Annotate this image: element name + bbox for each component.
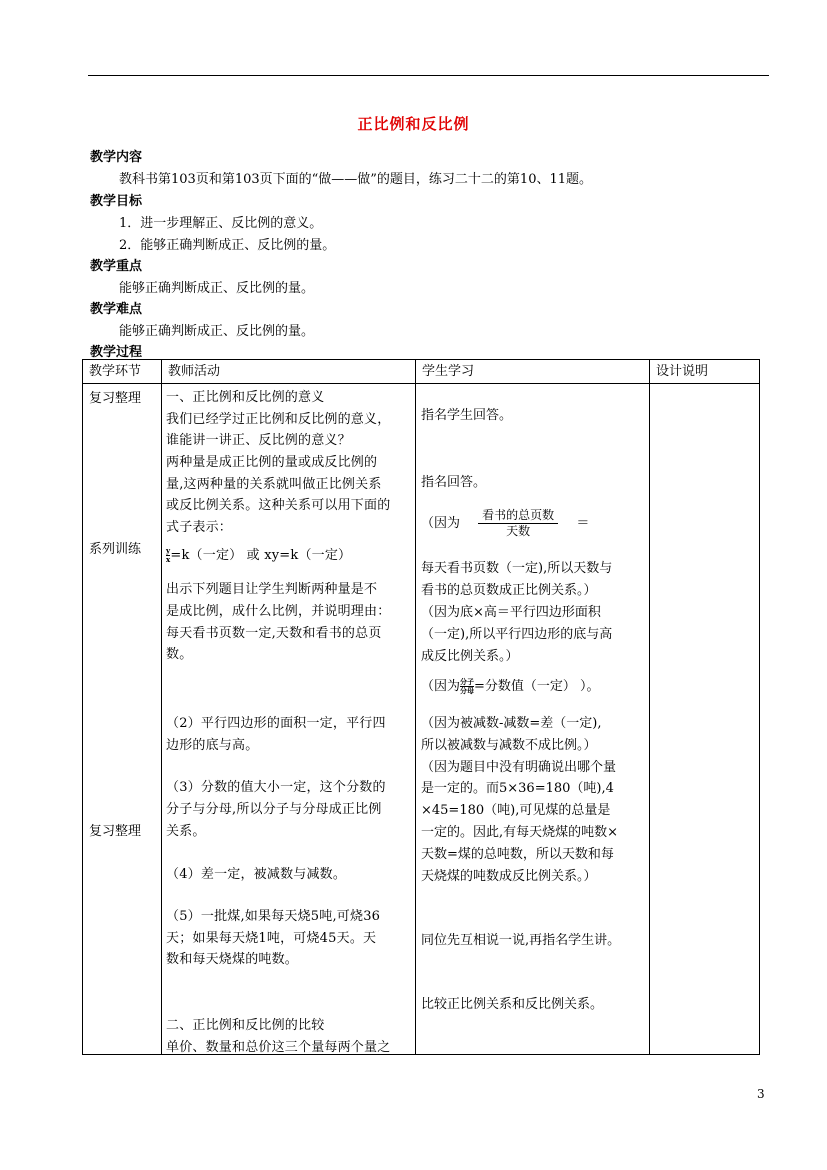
teacher-line: 两种量是成正比例的量或成反比例的: [166, 455, 378, 470]
table-header-row: [83, 360, 760, 384]
formula-rest: =k（一定） 或 xy=k（一定）: [170, 548, 352, 563]
teacher-line: （3）分数的值大小一定，这个分数的: [166, 780, 386, 795]
student-line: 成反比例关系。）: [421, 649, 519, 664]
student-fraction-suffix: ＝: [576, 516, 590, 531]
teacher-line: 天；如果每天烧1吨，可烧45天。天: [166, 931, 377, 946]
teacher-line: 或反比例关系。这种关系可以用下面的: [166, 498, 391, 513]
content-heading: 教学内容: [90, 150, 143, 165]
fraction-numerator: 看书的总页数: [478, 508, 558, 524]
teacher-line: 单价、数量和总价这三个量每两个量之: [166, 1040, 391, 1055]
student-line: ×45=180（吨),可见煤的总量是: [421, 803, 611, 818]
fraction-numerator: 分子: [460, 677, 475, 686]
teacher-line: 一、正比例和反比例的意义: [166, 390, 325, 405]
teacher-line: 分子与分母,所以分子与分母成正比例: [166, 802, 382, 817]
pages-over-days-fraction: [478, 508, 558, 539]
goal-1: 1．进一步理解正、反比例的意义。: [119, 216, 323, 231]
teacher-line: 是成比例，成什么比例，并说明理由：: [166, 604, 391, 619]
student-line: （因为底×高＝平行四边形面积: [421, 605, 601, 620]
student-fraction-line-2: [421, 675, 600, 695]
teacher-line: 式子表示：: [166, 520, 233, 535]
content-text: 教科书第103页和第103页下面的“做——做”的题目，练习二十二的第10、11题。: [119, 172, 593, 187]
table-body-row: [83, 384, 760, 1055]
header-teacher: 教师活动: [162, 360, 416, 384]
formula-numerator: y: [166, 546, 171, 555]
student-line: 看书的总页数成正比例关系。）: [421, 583, 597, 598]
teacher-line: 数和每天烧煤的吨数。: [166, 952, 299, 967]
numerator-over-denominator-fraction: [460, 678, 474, 695]
fraction-denominator: 天数: [506, 524, 531, 538]
student-line: （因为题目中没有明确说出哪个量: [421, 760, 617, 775]
process-table: [82, 359, 760, 1055]
student-line: 所以被减数与减数不成比例。）: [421, 738, 597, 753]
difficulty-text: 能够正确判断成正、反比例的量。: [119, 324, 315, 339]
header-student: 学生学习: [416, 360, 650, 384]
header-design: 设计说明: [650, 360, 760, 384]
fraction-denominator: 分母: [460, 686, 475, 695]
stage-label-2: 系列训练: [89, 542, 142, 557]
goal-2: 2．能够正确判断成正、反比例的量。: [119, 238, 336, 253]
teacher-line: 二、正比例和反比例的比较: [166, 1018, 325, 1033]
student-fraction-prefix: （因为: [421, 516, 461, 531]
teacher-line: 量,这两种量的关系就叫做正比例关系: [166, 477, 382, 492]
teacher-line: 边形的底与高。: [166, 738, 259, 753]
student-line: 是一定的。而5×36=180（吨),4: [421, 781, 614, 796]
difficulty-heading: 教学难点: [90, 302, 143, 317]
teacher-line: 每天看书页数一定,天数和看书的总页: [166, 626, 382, 641]
teacher-line: 谁能讲一讲正、反比例的意义？: [166, 433, 351, 448]
stage-label-1: 复习整理: [89, 391, 142, 406]
student-fraction-prefix: （因为: [421, 679, 461, 694]
student-fraction-line: [421, 508, 589, 539]
document-title: 正比例和反比例: [357, 115, 470, 133]
teacher-line: （5）一批煤,如果每天烧5吨,可烧36: [166, 909, 381, 924]
goals-heading: 教学目标: [90, 194, 143, 209]
student-line: （因为被减数-减数=差（一定),: [421, 716, 602, 731]
formula-line: [166, 544, 351, 564]
student-line: 比较正比例关系和反比例关系。: [421, 997, 604, 1012]
key-text: 能够正确判断成正、反比例的量。: [119, 281, 315, 296]
process-heading: 教学过程: [90, 345, 143, 360]
student-line: （一定),所以平行四边形的底与高: [421, 627, 613, 642]
teacher-line: 我们已经学过正比例和反比例的意义，: [166, 412, 391, 427]
student-learning-cell: [416, 384, 650, 1055]
student-line: 指名回答。: [421, 475, 487, 490]
teacher-line: 数。: [166, 647, 193, 662]
teacher-line: （2）平行四边形的面积一定，平行四: [166, 716, 386, 731]
student-line: 每天看书页数（一定),所以天数与: [421, 561, 613, 576]
design-notes-cell: [650, 384, 760, 1055]
teacher-line: （4）差一定，被减数与减数。: [166, 867, 347, 882]
student-line: 同位先互相说一说,再指名学生讲。: [421, 933, 621, 948]
formula-denominator: x: [166, 555, 171, 564]
teacher-line: 出示下列题目让学生判断两种量是不: [166, 582, 378, 597]
stage-label-3: 复习整理: [89, 824, 142, 839]
header-stage: 教学环节: [83, 360, 162, 384]
student-line: 天烧煤的吨数成反比例关系。）: [421, 869, 597, 884]
key-heading: 教学重点: [90, 259, 143, 274]
teacher-line: 关系。: [166, 824, 206, 839]
student-line: 天数=煤的总吨数，所以天数和每: [421, 847, 614, 862]
student-fraction-suffix: =分数值（一定） ）。: [474, 679, 600, 694]
stage-cell: [83, 384, 162, 1055]
student-line: 指名学生回答。: [421, 408, 513, 423]
teacher-activity-cell: [162, 384, 416, 1055]
student-line: 一定的。因此,有每天烧煤的吨数×: [421, 825, 619, 840]
header-rule: [88, 75, 769, 76]
page-number: 3: [757, 1087, 765, 1101]
